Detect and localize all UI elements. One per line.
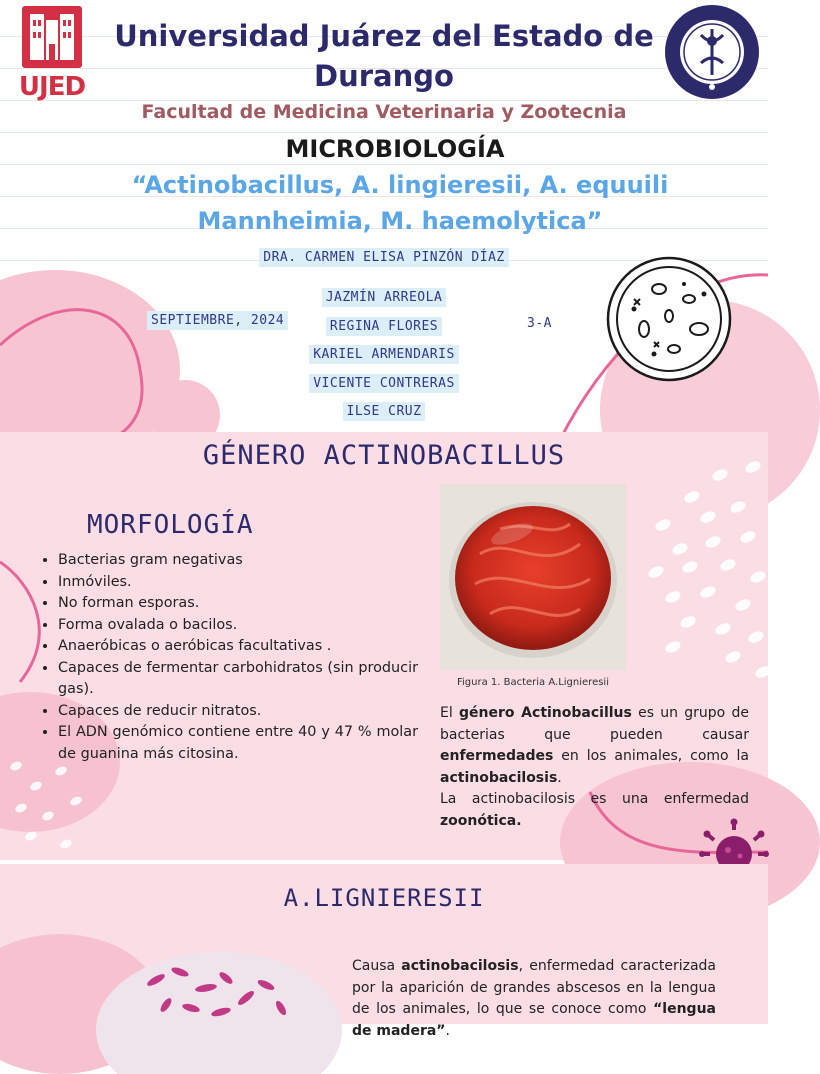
student-name: REGINA FLORES <box>284 313 484 342</box>
teacher-name: DRA. CARMEN ELISA PINZÓN DÍAZ <box>259 248 508 267</box>
section-title: GÉNERO ACTINOBACILLUS <box>202 440 566 471</box>
group-label: 3-A <box>527 316 552 331</box>
list-item: • Anaeróbicas o aeróbicas facultativas . <box>58 636 418 658</box>
section-subtitle: MORFOLOGÍA <box>87 510 254 540</box>
lignieresii-description: Causa actinobacilosis, enfermedad caracterizada por la aparición de grandes abscesos en la lengua de los animales, lo que se conoce como “lengua de madera”. <box>352 958 716 1039</box>
student-name: KARIEL ARMENDARIS <box>284 341 484 370</box>
topic-line-1: “Actinobacillus, A. lingieresii, A. equuili <box>131 171 669 199</box>
petri-dish-icon <box>604 254 734 384</box>
faculty-seal-icon <box>663 3 761 101</box>
list-item: • No forman esporas. <box>58 593 418 615</box>
subject-title: MICROBIOLOGÍA <box>285 135 505 163</box>
gram-stain-image <box>96 950 342 1024</box>
building-icon <box>16 6 88 70</box>
cover-header <box>0 0 768 432</box>
morphology-list <box>44 550 418 765</box>
list-item: • Forma ovalada o bacilos. <box>58 615 418 637</box>
list-item: • Bacterias gram negativas <box>58 550 418 572</box>
list-item: • El ADN genómico contiene entre 40 y 47 % molar de guanina más citosina. <box>58 722 418 765</box>
genus-description: El género Actinobacillus es un grupo de bacterias que pueden causar enfermedades en los animales, como la actinobacilosis. La actinobacilosis es una enfermedad zoonótica. <box>440 705 749 829</box>
logo-text: UJED <box>18 72 86 102</box>
list-item: • Capaces de fermentar carbohidratos (sin producir gas). <box>58 658 418 701</box>
student-name: JAZMÍN ARREOLA <box>284 284 484 313</box>
section-lignieresii <box>0 864 768 1039</box>
student-name: ILSE CRUZ <box>284 398 484 427</box>
agar-plate-image <box>440 484 626 670</box>
section-actinobacillus <box>0 432 768 860</box>
ujed-logo <box>16 6 88 102</box>
date-label <box>147 313 288 328</box>
student-name: VICENTE CONTRERAS <box>284 370 484 399</box>
topic-title <box>90 167 710 239</box>
faculty-name: Facultad de Medicina Veterinaria y Zootecnia <box>141 101 627 123</box>
date-value: SEPTIEMBRE, 2024 <box>147 311 288 330</box>
list-item: • Inmóviles. <box>58 572 418 594</box>
university-title: Universidad Juárez del Estado de Durango <box>114 19 654 93</box>
list-item: • Capaces de reducir nitratos. <box>58 701 418 723</box>
topic-line-2: Mannheimia, M. haemolytica” <box>197 207 603 235</box>
student-list <box>284 284 484 427</box>
section-title: A.LIGNIERESII <box>283 884 485 912</box>
figure-caption: Figura 1. Bacteria A.Lignieresii <box>456 677 609 688</box>
